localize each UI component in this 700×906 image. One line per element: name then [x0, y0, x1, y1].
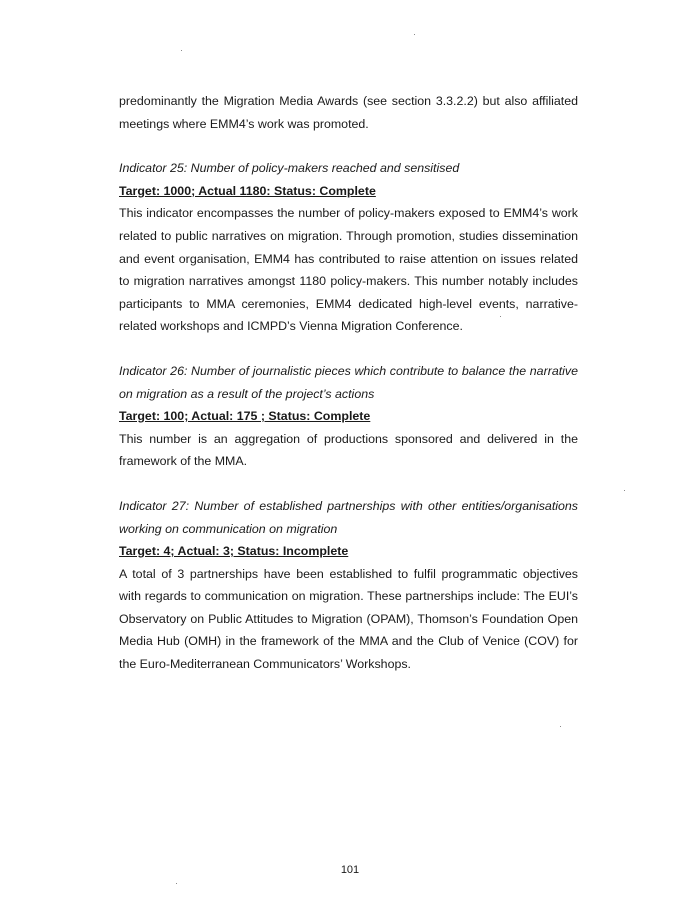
indicator-25-title: Indicator 25: Number of policy-makers reached and sensitised: [119, 161, 460, 176]
indicator-25-target: Target: 1000; Actual 1180: Status: Complete: [119, 183, 376, 198]
indicator-27-title: Indicator 27: Number of established partnerships with other entities/organisations working on communication on migration: [119, 498, 578, 536]
indicator-25-section: [119, 157, 578, 338]
indicator-27-body: A total of 3 partnerships have been established to fulfil programmatic objectives with regards to communication on migration. These partnerships include: The EUI’s Observatory on Public Attitudes to Migration (OPAM), Thomson’s Foundation Open Media Hub (OMH) in the framework of the MMA and the Club of Venice (COV) for the Euro-Mediterranean Communicators’ Workshops.: [119, 566, 578, 672]
scan-speck: [176, 883, 177, 884]
indicator-26-body: This number is an aggregation of productions sponsored and delivered in the framework of the MMA.: [119, 431, 578, 469]
scan-speck: [181, 50, 182, 51]
indicator-26-section: [119, 360, 578, 473]
indicator-26-target: Target: 100; Actual: 175 ; Status: Complete: [119, 409, 371, 424]
scan-speck: [560, 726, 561, 727]
indicator-27-section: [119, 495, 578, 676]
section-gap: [119, 135, 578, 157]
indicator-27-target: Target: 4; Actual: 3; Status: Incomplete: [119, 544, 349, 559]
intro-paragraph: predominantly the Migration Media Awards (see section 3.3.2.2) but also affiliated meetings where EMM4’s work was promoted.: [119, 94, 578, 131]
section-gap: [119, 338, 578, 360]
indicator-25-body: This indicator encompasses the number of policy-makers exposed to EMM4’s work related to public narratives on migration. Through promotion, studies dissemination and event organisation, EMM4 has contributed to raise attention on issues related to migration narratives amongst 1180 policy-makers. This number notably includes participants to MMA ceremonies, EMM4 dedicated high-level events, narrative-related workshops and ICMPD’s Vienna Migration Conference.: [119, 206, 578, 334]
main-text: [119, 90, 578, 676]
scan-speck: [414, 34, 415, 35]
indicator-26-title: Indicator 26: Number of journalistic pieces which contribute to balance the narrative on migration as a result of the project’s actions: [119, 363, 578, 401]
page-number: 101: [340, 864, 360, 876]
section-gap: [119, 473, 578, 495]
scan-speck: [624, 490, 625, 491]
